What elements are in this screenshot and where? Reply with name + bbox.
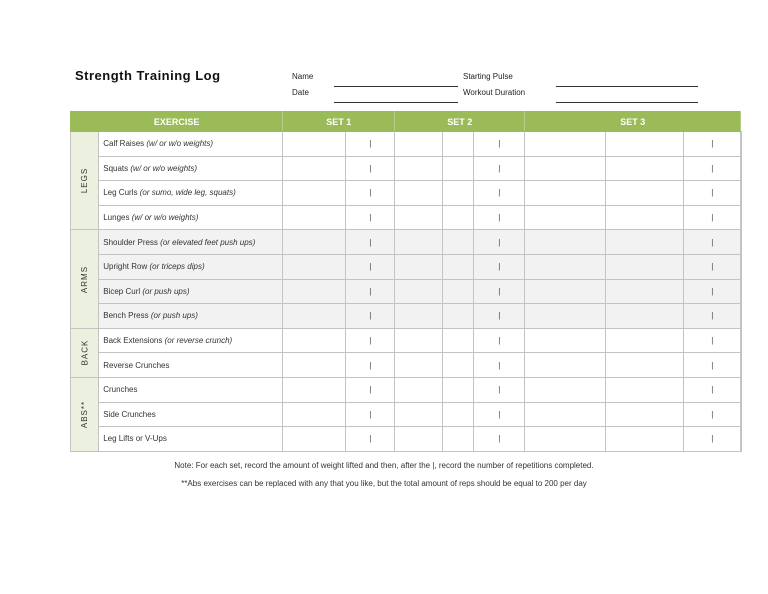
exercise-cell bbox=[99, 377, 283, 402]
table-row bbox=[71, 353, 742, 378]
set2-reps-cell[interactable] bbox=[525, 427, 606, 452]
exercise-cell bbox=[99, 402, 283, 427]
set1-weight-cell[interactable] bbox=[283, 132, 346, 157]
name-label: Name bbox=[292, 72, 314, 81]
set1-separator: | bbox=[346, 156, 395, 181]
exercise-cell bbox=[99, 181, 283, 206]
set2-weight-cell[interactable] bbox=[443, 205, 474, 230]
set3-separator: | bbox=[684, 156, 741, 181]
exercise-cell bbox=[99, 205, 283, 230]
set2-reps-cell[interactable] bbox=[525, 402, 606, 427]
page-title: Strength Training Log bbox=[75, 68, 221, 83]
table-row bbox=[71, 304, 742, 329]
exercise-name: Bench Press bbox=[103, 311, 149, 321]
set3-weight-cell[interactable] bbox=[606, 132, 684, 157]
set1-separator: | bbox=[346, 353, 395, 378]
exercise-alternative: (w/ or w/o weights) bbox=[130, 163, 198, 173]
training-log-table bbox=[70, 111, 742, 452]
group-label-cell bbox=[71, 377, 99, 451]
set1-weight-cell[interactable] bbox=[283, 156, 346, 181]
set2-reps-cell[interactable] bbox=[525, 230, 606, 255]
table-row bbox=[71, 205, 742, 230]
set1-weight-cell[interactable] bbox=[283, 254, 346, 279]
set3-separator: | bbox=[684, 427, 741, 452]
set2-separator: | bbox=[474, 156, 525, 181]
set1-separator: | bbox=[346, 377, 395, 402]
set3-reps-cell[interactable] bbox=[741, 402, 742, 427]
group-label-cell bbox=[71, 230, 99, 328]
group-label-cell bbox=[71, 328, 99, 377]
set3-weight-cell[interactable] bbox=[606, 205, 684, 230]
set1-separator: | bbox=[346, 402, 395, 427]
set2-separator: | bbox=[474, 328, 525, 353]
set1-weight-cell[interactable] bbox=[283, 353, 346, 378]
exercise-cell bbox=[99, 279, 283, 304]
set3-reps-cell[interactable] bbox=[741, 181, 742, 206]
set3-separator: | bbox=[684, 132, 741, 157]
set3-weight-cell[interactable] bbox=[606, 279, 684, 304]
table-row bbox=[71, 181, 742, 206]
set2-reps-cell[interactable] bbox=[525, 328, 606, 353]
set1-reps-cell[interactable] bbox=[395, 279, 443, 304]
set2-weight-cell[interactable] bbox=[443, 279, 474, 304]
set2-weight-cell[interactable] bbox=[443, 254, 474, 279]
set2-separator: | bbox=[474, 377, 525, 402]
set1-separator: | bbox=[346, 427, 395, 452]
date-label: Date bbox=[292, 88, 309, 97]
set3-weight-cell[interactable] bbox=[606, 353, 684, 378]
group-label: ARMS bbox=[80, 265, 90, 293]
exercise-alternative: (or elevated feet push ups) bbox=[160, 237, 256, 247]
exercise-name: Shoulder Press bbox=[103, 237, 158, 247]
set1-separator: | bbox=[346, 132, 395, 157]
exercise-alternative: (w/ or w/o weights) bbox=[131, 213, 199, 223]
table-row bbox=[71, 328, 742, 353]
set2-separator: | bbox=[474, 304, 525, 329]
set3-weight-cell[interactable] bbox=[606, 377, 684, 402]
set1-weight-cell[interactable] bbox=[283, 279, 346, 304]
exercise-alternative: (w/ or w/o weights) bbox=[146, 139, 214, 149]
set1-separator: | bbox=[346, 254, 395, 279]
set2-separator: | bbox=[474, 230, 525, 255]
exercise-alternative: (or triceps dips) bbox=[149, 262, 205, 272]
set1-reps-cell[interactable] bbox=[395, 230, 443, 255]
set2-weight-cell[interactable] bbox=[443, 353, 474, 378]
exercise-alternative: (or push ups) bbox=[142, 286, 190, 296]
set3-separator: | bbox=[684, 328, 741, 353]
set2-weight-cell[interactable] bbox=[443, 402, 474, 427]
table-row bbox=[71, 156, 742, 181]
group-label: LEGS bbox=[80, 168, 90, 194]
set2-separator: | bbox=[474, 181, 525, 206]
set3-reps-cell[interactable] bbox=[741, 304, 742, 329]
set1-weight-cell[interactable] bbox=[283, 427, 346, 452]
set2-reps-cell[interactable] bbox=[525, 279, 606, 304]
set1-reps-cell[interactable] bbox=[395, 427, 443, 452]
set1-separator: | bbox=[346, 328, 395, 353]
table-row bbox=[71, 377, 742, 402]
table-row bbox=[71, 427, 742, 452]
set1-weight-cell[interactable] bbox=[283, 402, 346, 427]
set3-separator: | bbox=[684, 353, 741, 378]
set2-reps-cell[interactable] bbox=[525, 205, 606, 230]
exercise-name: Lunges bbox=[103, 213, 130, 223]
set2-separator: | bbox=[474, 427, 525, 452]
set3-header: SET 3 bbox=[525, 112, 741, 132]
exercise-cell bbox=[99, 132, 283, 157]
set1-separator: | bbox=[346, 181, 395, 206]
exercise-cell bbox=[99, 427, 283, 452]
exercise-name: Bicep Curl bbox=[103, 286, 141, 296]
set3-separator: | bbox=[684, 205, 741, 230]
set1-reps-cell[interactable] bbox=[395, 353, 443, 378]
date-field[interactable] bbox=[334, 102, 458, 103]
exercise-name: Leg Lifts or V-Ups bbox=[103, 434, 167, 444]
set1-weight-cell[interactable] bbox=[283, 181, 346, 206]
set1-weight-cell[interactable] bbox=[283, 377, 346, 402]
starting-pulse-label: Starting Pulse bbox=[463, 72, 513, 81]
set2-weight-cell[interactable] bbox=[443, 304, 474, 329]
exercise-name: Side Crunches bbox=[103, 409, 156, 419]
note-text: Note: For each set, record the amount of weight lifted and then, after the |, record the number of repetitions completed. bbox=[174, 461, 594, 470]
set3-separator: | bbox=[684, 279, 741, 304]
set2-separator: | bbox=[474, 132, 525, 157]
name-field[interactable] bbox=[334, 86, 458, 87]
set3-separator: | bbox=[684, 254, 741, 279]
group-label-cell bbox=[71, 132, 99, 230]
set2-reps-cell[interactable] bbox=[525, 254, 606, 279]
exercise-header: EXERCISE bbox=[71, 112, 283, 132]
set1-separator: | bbox=[346, 230, 395, 255]
set1-reps-cell[interactable] bbox=[395, 132, 443, 157]
table-row bbox=[71, 132, 742, 157]
exercise-cell bbox=[99, 353, 283, 378]
exercise-alternative: (or sumo, wide leg, squats) bbox=[139, 188, 236, 198]
exercise-name: Upright Row bbox=[103, 262, 148, 272]
set3-separator: | bbox=[684, 230, 741, 255]
exercise-cell bbox=[99, 254, 283, 279]
set1-header: SET 1 bbox=[283, 112, 395, 132]
exercise-name: Back Extensions bbox=[103, 336, 163, 346]
set3-separator: | bbox=[684, 181, 741, 206]
set2-separator: | bbox=[474, 402, 525, 427]
set1-reps-cell[interactable] bbox=[395, 377, 443, 402]
set3-reps-cell[interactable] bbox=[741, 254, 742, 279]
set3-weight-cell[interactable] bbox=[606, 328, 684, 353]
set3-weight-cell[interactable] bbox=[606, 156, 684, 181]
set3-weight-cell[interactable] bbox=[606, 402, 684, 427]
set1-separator: | bbox=[346, 304, 395, 329]
set3-reps-cell[interactable] bbox=[741, 205, 742, 230]
set2-reps-cell[interactable] bbox=[525, 353, 606, 378]
workout-duration-field[interactable] bbox=[556, 102, 698, 103]
set3-separator: | bbox=[684, 402, 741, 427]
set3-reps-cell[interactable] bbox=[741, 230, 742, 255]
set2-separator: | bbox=[474, 353, 525, 378]
set2-reps-cell[interactable] bbox=[525, 377, 606, 402]
set3-weight-cell[interactable] bbox=[606, 230, 684, 255]
set3-weight-cell[interactable] bbox=[606, 304, 684, 329]
set2-weight-cell[interactable] bbox=[443, 377, 474, 402]
set1-reps-cell[interactable] bbox=[395, 328, 443, 353]
set2-reps-cell[interactable] bbox=[525, 304, 606, 329]
set1-weight-cell[interactable] bbox=[283, 304, 346, 329]
set1-weight-cell[interactable] bbox=[283, 205, 346, 230]
table-row bbox=[71, 230, 742, 255]
set2-reps-cell[interactable] bbox=[525, 181, 606, 206]
abs-note-text: **Abs exercises can be replaced with any that you like, but the total amount of reps should be equal to 200 per day bbox=[181, 479, 587, 488]
group-label: ABS** bbox=[80, 400, 90, 428]
set1-reps-cell[interactable] bbox=[395, 254, 443, 279]
set3-reps-cell[interactable] bbox=[741, 328, 742, 353]
exercise-alternative: (or reverse crunch) bbox=[164, 336, 233, 346]
set2-reps-cell[interactable] bbox=[525, 132, 606, 157]
set2-separator: | bbox=[474, 279, 525, 304]
set1-separator: | bbox=[346, 279, 395, 304]
exercise-cell bbox=[99, 156, 283, 181]
set1-reps-cell[interactable] bbox=[395, 181, 443, 206]
set3-reps-cell[interactable] bbox=[741, 353, 742, 378]
table-row bbox=[71, 279, 742, 304]
exercise-cell bbox=[99, 328, 283, 353]
set2-weight-cell[interactable] bbox=[443, 230, 474, 255]
set1-separator: | bbox=[346, 205, 395, 230]
set1-reps-cell[interactable] bbox=[395, 205, 443, 230]
exercise-name: Leg Curls bbox=[103, 188, 138, 198]
workout-duration-label: Workout Duration bbox=[463, 88, 526, 97]
set3-reps-cell[interactable] bbox=[741, 377, 742, 402]
table-row bbox=[71, 402, 742, 427]
exercise-name: Calf Raises bbox=[103, 139, 145, 149]
set2-weight-cell[interactable] bbox=[443, 181, 474, 206]
exercise-cell bbox=[99, 304, 283, 329]
set3-reps-cell[interactable] bbox=[741, 427, 742, 452]
set3-weight-cell[interactable] bbox=[606, 427, 684, 452]
set3-separator: | bbox=[684, 304, 741, 329]
starting-pulse-field[interactable] bbox=[556, 86, 698, 87]
set3-weight-cell[interactable] bbox=[606, 181, 684, 206]
set1-weight-cell[interactable] bbox=[283, 230, 346, 255]
set2-weight-cell[interactable] bbox=[443, 132, 474, 157]
set2-weight-cell[interactable] bbox=[443, 427, 474, 452]
set2-weight-cell[interactable] bbox=[443, 156, 474, 181]
set3-reps-cell[interactable] bbox=[741, 279, 742, 304]
set1-reps-cell[interactable] bbox=[395, 156, 443, 181]
exercise-alternative: (or push ups) bbox=[150, 311, 198, 321]
set3-reps-cell[interactable] bbox=[741, 156, 742, 181]
table-row bbox=[71, 254, 742, 279]
set1-weight-cell[interactable] bbox=[283, 328, 346, 353]
set3-reps-cell[interactable] bbox=[741, 132, 742, 157]
group-label: BACK bbox=[80, 339, 90, 366]
set3-separator: | bbox=[684, 377, 741, 402]
set2-weight-cell[interactable] bbox=[443, 328, 474, 353]
set2-separator: | bbox=[474, 205, 525, 230]
set2-reps-cell[interactable] bbox=[525, 156, 606, 181]
exercise-name: Crunches bbox=[103, 385, 138, 395]
set1-reps-cell[interactable] bbox=[395, 304, 443, 329]
exercise-cell bbox=[99, 230, 283, 255]
set3-weight-cell[interactable] bbox=[606, 254, 684, 279]
exercise-name: Reverse Crunches bbox=[103, 360, 170, 370]
exercise-name: Squats bbox=[103, 163, 129, 173]
set1-reps-cell[interactable] bbox=[395, 402, 443, 427]
set2-header: SET 2 bbox=[395, 112, 525, 132]
set2-separator: | bbox=[474, 254, 525, 279]
